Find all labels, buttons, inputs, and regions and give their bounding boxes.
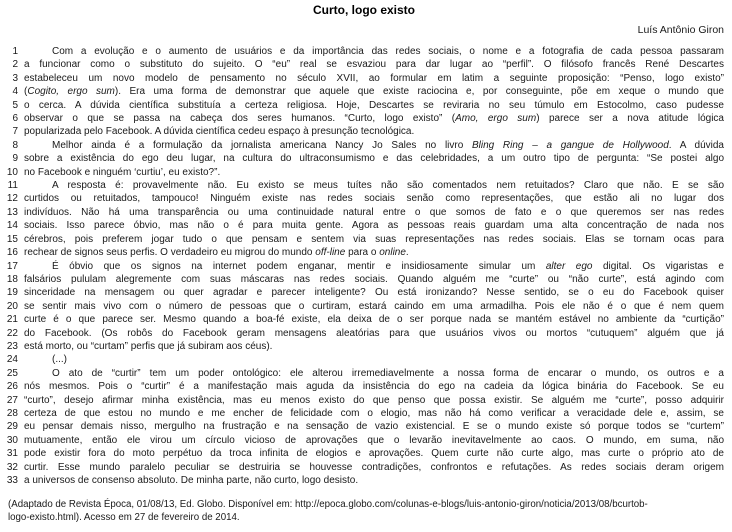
line-text: se sentir mais vivo com o número de pessoas que o curtiram, estará caindo em uma armadilha. Pois ele não é o que é nem quem bbox=[24, 300, 724, 312]
line-number: 18 bbox=[6, 273, 18, 285]
text-line bbox=[4, 246, 724, 259]
text-line bbox=[4, 45, 724, 58]
line-text: sociais. Isso parece óbvio, mas não o é para muita gente. Agora as pessoas reais guardam uma alta concentração de nada nos bbox=[24, 220, 724, 232]
text-line bbox=[4, 434, 724, 447]
line-number: 1 bbox=[12, 46, 18, 57]
line-text: o cerca. A dúvida científica substituía a certeza religiosa. Hoje, Descartes se reviraria no seu túmulo em Estocolmo, caso pudesse bbox=[24, 99, 724, 111]
line-text: está morto, ou “curtam” perfis que já subiram aos céus). bbox=[24, 340, 273, 352]
text-line bbox=[4, 260, 724, 273]
text-line bbox=[4, 340, 724, 353]
line-number: 31 bbox=[6, 448, 18, 460]
line-text: Melhor ainda é a formulação da jornalista americana Nancy Jo Sales no livro Bling Ring – a gangue de Hollywood. A dúvida bbox=[52, 139, 724, 151]
line-text: O ato de “curtir” tem um poder ontológico: ele alterou irremediavelmente a nossa forma de encarar o mundo, os outros e a bbox=[52, 367, 724, 379]
line-number: 11 bbox=[7, 180, 18, 192]
text-line bbox=[4, 461, 724, 474]
line-text: a universos de consenso absoluto. De minha parte, não curto, logo desisto. bbox=[24, 475, 359, 486]
line-text: “curto”, desejo afirmar minha existência, mas eu menos existo do que penso que possa existir. Se alguém me “curte”, posso adquirir bbox=[24, 394, 724, 406]
line-number: 28 bbox=[6, 407, 18, 419]
line-number: 19 bbox=[6, 287, 18, 299]
line-text: no Facebook e ninguém ‘curtiu’, eu existo?”. bbox=[24, 166, 221, 178]
line-number: 17 bbox=[6, 260, 18, 272]
line-text: (...) bbox=[52, 354, 67, 366]
line-text: estabeleceu um novo modelo de pensamento no século XVII, ao formular em latim a seguinte proposição: “Penso, logo existo” bbox=[24, 72, 724, 84]
line-text: sinceridade na mensagem ou quer agradar e parecer inteligente? Ou está ironizando? Nesse sentido, se o eu do Facebook quiser bbox=[24, 287, 724, 299]
text-line bbox=[4, 72, 724, 85]
line-text: sobre a existência do ego deu lugar, na cultura do ultraconsumismo e das celebridades, a um outro tipo de pergunta: “Se postei algo bbox=[24, 153, 724, 165]
line-number: 15 bbox=[6, 233, 18, 245]
text-line bbox=[4, 152, 724, 165]
line-number: 23 bbox=[6, 340, 18, 352]
text-line bbox=[4, 367, 724, 380]
line-number: 7 bbox=[12, 126, 18, 138]
text-line bbox=[4, 380, 724, 393]
line-text: cérebros, pois preferem jogar tudo o que pensam e sentem via suas representações nas redes sociais. Elas se tornam ocas para bbox=[24, 233, 724, 245]
text-line bbox=[4, 273, 724, 286]
line-number: 21 bbox=[6, 314, 18, 326]
line-text: a funcionar como o substituto do sujeito. O “eu” real se esvaziou para dar lugar ao “perfil”. O filósofo francês René Descartes bbox=[24, 59, 724, 71]
text-line bbox=[4, 233, 724, 246]
text-line bbox=[4, 407, 724, 420]
text-line bbox=[4, 286, 724, 299]
text-line bbox=[4, 420, 724, 433]
line-number: 3 bbox=[12, 72, 18, 84]
text-line bbox=[4, 219, 724, 232]
line-text: nós mesmos. Pois o “curtir” é a manifestação mais aguda da insistência do ego na cadeia da lógica binária do Facebook. Se eu bbox=[24, 381, 724, 393]
text-line bbox=[4, 313, 724, 326]
line-text: Com a evolução e o aumento de usuários e da importância das redes sociais, o nome e a fotografia de cada pessoa passaram bbox=[52, 46, 724, 57]
line-text: curtidos ou retuitados, tampouco! Ninguém existe nas redes sociais senão como representações, que estão ali no lugar dos bbox=[24, 193, 724, 205]
line-number: 32 bbox=[6, 461, 18, 473]
text-line bbox=[4, 99, 724, 112]
line-number: 29 bbox=[6, 421, 18, 433]
line-text: rechear de signos seus perfis. O verdadeiro eu migrou do mundo off-line para o online. bbox=[24, 247, 409, 259]
line-number: 30 bbox=[6, 434, 18, 446]
text-line bbox=[4, 447, 724, 460]
line-text: popularizada pelo Facebook. A dúvida científica cedeu espaço à presunção tecnológica. bbox=[24, 126, 415, 138]
text-line bbox=[4, 327, 724, 340]
line-number: 9 bbox=[12, 153, 18, 165]
line-text: do Facebook. (Os robôs do Facebook geram mensagens aleatórias para que usuários vivos ou mortos “cutuquem” alguém que já bbox=[24, 327, 724, 339]
text-line bbox=[4, 474, 724, 487]
line-text: pode existir fora do moto perpétuo da troca infinita de elogios e aprovações. Quem curte não curte algo, mas curte o próprio ato de bbox=[24, 448, 724, 460]
line-text: A resposta é: provavelmente não. Eu existo se meus tuítes não são comentados nem retuitados? Claro que não. E se são bbox=[52, 180, 724, 192]
text-line bbox=[4, 394, 724, 407]
text-line bbox=[4, 112, 724, 125]
source-citation bbox=[8, 499, 724, 524]
line-number: 13 bbox=[6, 206, 18, 218]
text-line bbox=[4, 300, 724, 313]
text-line bbox=[4, 179, 724, 192]
text-line bbox=[4, 125, 724, 138]
line-number: 5 bbox=[12, 99, 18, 111]
line-number: 14 bbox=[6, 220, 18, 232]
citation-line: (Adaptado de Revista Época, 01/08/13, Ed. Globo. Disponível em: http://epoca.globo.com/colunas-e-blogs/luis-antonio-giron/noticia/2013/08/bcurtob- bbox=[8, 499, 648, 511]
text-lines bbox=[4, 45, 724, 487]
text-line bbox=[4, 139, 724, 152]
line-text: (Cogito, ergo sum). Era uma forma de demonstrar que aquele que existe raciocina e, por conseguinte, põe em xeque o mundo que bbox=[24, 86, 724, 98]
line-text: eu pensar demais nisso, mergulho na frustração e na sensação de vazio existencial. E se o mundo existe só porque todos se “curtem” bbox=[24, 421, 724, 433]
line-number: 8 bbox=[12, 139, 18, 151]
line-number: 25 bbox=[6, 367, 18, 379]
text-line bbox=[4, 85, 724, 98]
line-number: 12 bbox=[6, 193, 18, 205]
line-text: certeza de que estou no mundo e me encher de felicidade com o elogio, mas não há como verificar a veracidade dele e, assim, se bbox=[24, 407, 724, 419]
line-text: curte é o que parece ser. Mesmo quando a boa-fé existe, ela deixa de o ser porque nada se mantém estável no ambiente da “curtição” bbox=[24, 314, 724, 326]
line-text: falsários pululam alegremente com suas máscaras nas redes sociais. Quando alguém me “curte” ou “não curte”, está agindo com bbox=[24, 273, 724, 285]
line-number: 16 bbox=[6, 247, 18, 259]
author-byline: Luís Antônio Giron bbox=[637, 24, 724, 36]
text-line bbox=[4, 166, 724, 179]
line-text: observar o que se passa na cabeça dos seres humanos. “Curto, logo existo” (Amo, ergo sum) parece ser a nova atitude lógica bbox=[24, 113, 724, 125]
line-number: 33 bbox=[6, 475, 18, 486]
line-number: 4 bbox=[12, 86, 18, 98]
line-number: 26 bbox=[6, 381, 18, 393]
line-number: 6 bbox=[12, 113, 18, 125]
document-title: Curto, logo existo bbox=[313, 3, 415, 17]
text-line bbox=[4, 353, 724, 366]
line-text: É óbvio que os signos na internet podem enganar, mentir e insidiosamente simular um alter ego digital. Os vigaristas e bbox=[52, 260, 724, 272]
line-number: 10 bbox=[6, 166, 18, 178]
line-text: indivíduos. Não há uma transparência ou uma continuidade natural entre o que somos de fato e o que queremos ser nas redes bbox=[24, 206, 724, 218]
line-text: curtir. Esse mundo paralelo peculiar se destruiria se houvesse contradições, confrontos e refutações. As redes sociais deram origem bbox=[24, 461, 724, 473]
text-line bbox=[4, 192, 724, 205]
line-number: 2 bbox=[12, 59, 18, 71]
text-line bbox=[4, 206, 724, 219]
line-number: 24 bbox=[6, 354, 18, 366]
citation-line: logo-existo.html). Acesso em 27 de fevereiro de 2014. bbox=[8, 511, 240, 523]
line-number: 27 bbox=[6, 394, 18, 406]
text-line bbox=[4, 58, 724, 71]
line-text: mutuamente, então ele virou um círculo vicioso de aprovações que o levarão inevitavelmente ao caos. O mundo, em suma, não bbox=[24, 434, 724, 446]
line-number: 20 bbox=[6, 300, 18, 312]
line-number: 22 bbox=[6, 327, 18, 339]
